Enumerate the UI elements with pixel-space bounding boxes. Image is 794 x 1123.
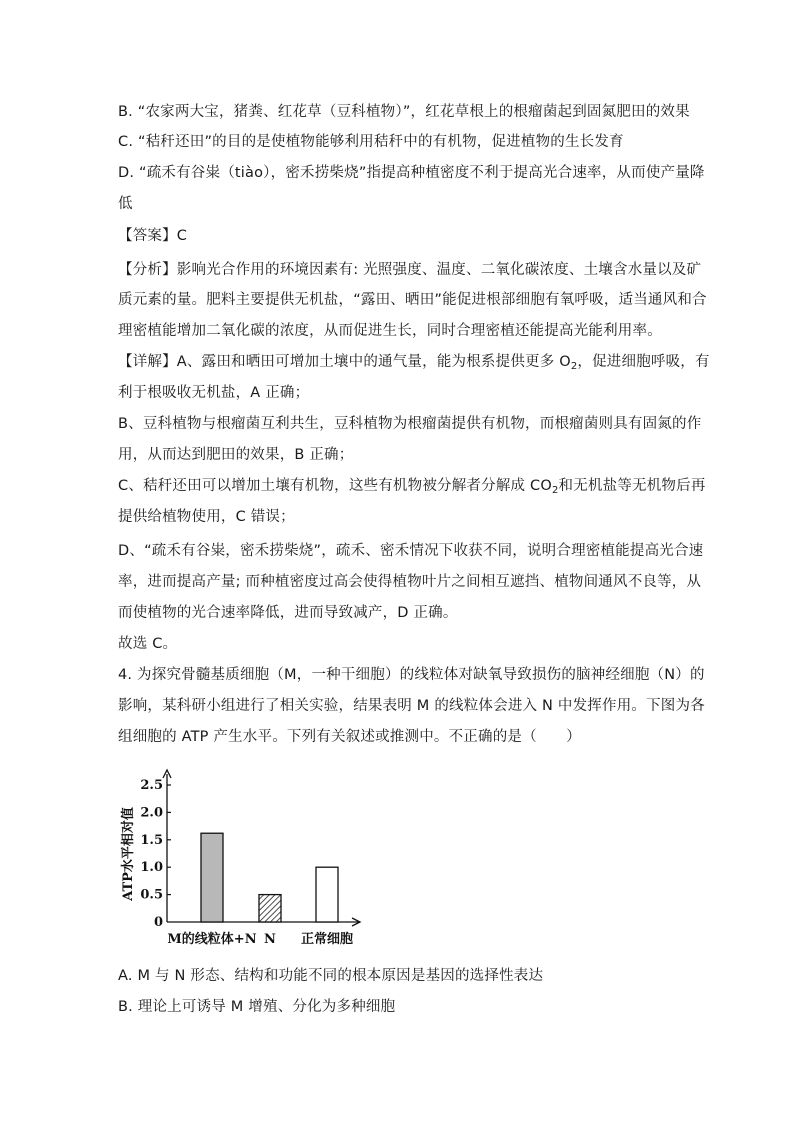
q3-option-b: B. “农家两大宝，猪粪、红花草（豆科植物）”，红花草根上的根瘤菌起到固氮肥田的效果	[118, 104, 690, 120]
q3-detail-line3: B、豆科植物与根瘤菌互利共生，豆科植物为根瘤菌提供有机物，而根瘤菌则具有固氮的作	[118, 416, 702, 432]
q3-analysis-line3: 理密植能增加二氧化碳的浓度，从而促进生长，同时合理密植还能提高光能利用率。	[118, 323, 662, 339]
q3-detail-line4: 用，从而达到肥田的效果，B 正确；	[118, 447, 354, 463]
q4-stem-line1: 4. 为探究骨髓基质细胞（M，一种干细胞）的线粒体对缺氧导致损伤的脑神经细胞（N）的	[118, 667, 705, 683]
q3-detail-line5-b: 和无机盐等无机物后再	[558, 478, 706, 494]
q4-stem-line2: 影响，某科研小组进行了相关实验，结果表明 M 的线粒体会进入 N 中发挥作用。下图为各	[118, 698, 705, 714]
y-tick-label: 1.5	[140, 832, 163, 848]
bar	[259, 895, 281, 922]
q3-option-c: C. “秸秆还田”的目的是使植物能够利用秸秆中的有机物，促进植物的生长发育	[118, 134, 624, 150]
bar	[316, 867, 338, 922]
q3-detail-line5	[118, 476, 706, 496]
q3-detail-line9: 而使植物的光合速率降低，进而导致减产，D 正确。	[118, 605, 458, 621]
q3-analysis-line2: 质元素的量。肥料主要提供无机盐，“露田、晒田”能促进根部细胞有氧呼吸，适当通风和合	[118, 292, 707, 308]
y-tick-label: 2.5	[140, 778, 163, 793]
x-category-label: M的线粒体+N	[167, 932, 257, 947]
q3-detail-line8: 率，进而提高产量; 而种植密度过高会使得植物叶片之间相互遮挡、植物间通风不良等，从	[118, 574, 702, 590]
o2-subscript: 2	[570, 361, 578, 372]
q4-stem-line3: 组细胞的 ATP 产生水平。下列有关叙述或推测中。不正确的是（ ）	[118, 729, 581, 745]
q3-detail-line1-a: 【详解】A、露田和晒田可增加土壤中的通气量，能为根系提供更多 O	[118, 354, 571, 370]
y-tick-label: 1.0	[140, 860, 163, 876]
y-axis-title: ATP水平相对值	[121, 807, 136, 901]
y-tick-label: 0	[153, 915, 163, 930]
q4-option-b: B. 理论上可诱导 M 增殖、分化为多种细胞	[118, 999, 396, 1015]
q3-option-d-line2: 低	[118, 196, 133, 212]
q3-conclusion: 故选 C。	[118, 636, 178, 652]
q3-detail-line6: 提供给植物使用，C 错误；	[118, 509, 295, 525]
q3-detail-line2: 利于根吸收无机盐，A 正确；	[118, 385, 310, 401]
x-category-label: N	[264, 932, 276, 947]
co2-subscript: 2	[551, 485, 559, 496]
q3-detail-line5-a: C、秸秆还田可以增加土壤有机物，这些有机物被分解者分解成 CO	[118, 478, 552, 494]
q3-detail-line1-b: ，促进细胞呼吸，有	[577, 354, 710, 370]
q3-detail-line7: D、“疏禾有谷粜，密禾捞柴烧”，疏禾、密禾情况下收获不同，说明合理密植能提高光合速	[118, 543, 704, 559]
q3-detail-line1	[118, 352, 710, 372]
q3-option-d-line1: D. “疏禾有谷粜（tiào），密禾捞柴烧”指提高种植密度不利于提高光合速率，从而使产量降	[118, 165, 705, 181]
y-tick-label: 2.0	[140, 805, 163, 821]
x-category-label: 正常细胞	[300, 932, 354, 947]
q4-option-a: A. M 与 N 形态、结构和功能不同的根本原因是基因的选择性表达	[118, 968, 544, 984]
q3-analysis-line1: 【分析】影响光合作用的环境因素有: 光照强度、温度、二氧化碳浓度、土壤含水量以及矿	[118, 262, 702, 278]
y-tick-label: 0.5	[140, 887, 163, 903]
bar	[201, 833, 223, 922]
q3-answer: 【答案】C	[118, 228, 188, 244]
atp-bar-chart	[110, 765, 380, 955]
